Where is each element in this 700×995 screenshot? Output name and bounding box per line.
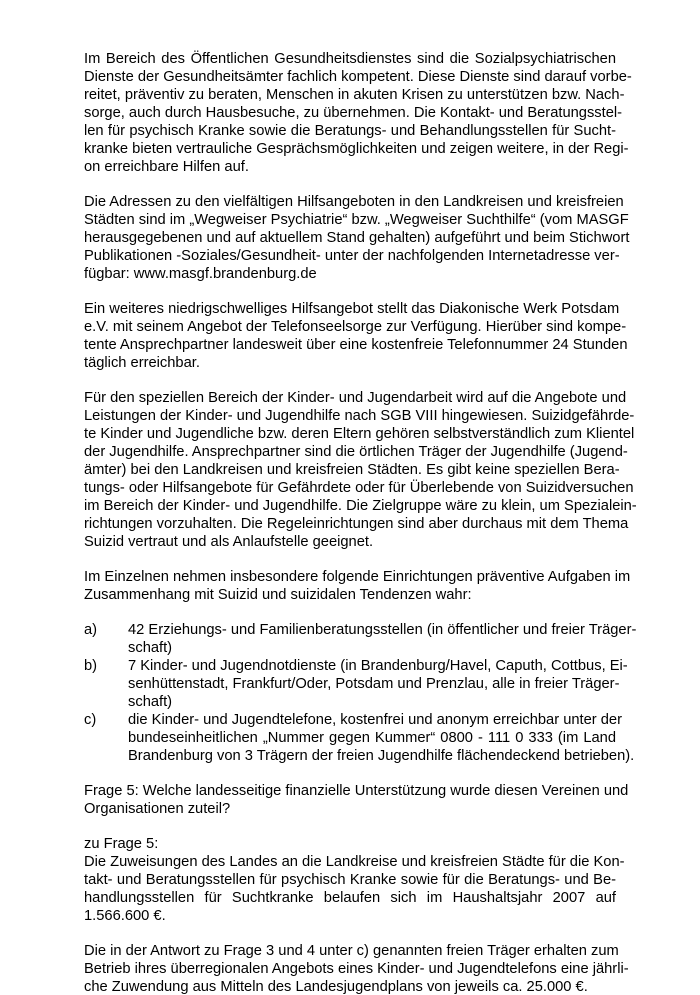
text-line: die Kinder- und Jugendtelefone, kostenfrei und anonym erreichbar unter der: [128, 712, 622, 728]
list-item-label: c): [84, 712, 97, 728]
text-line: schaft): [128, 694, 173, 710]
text-line: Leistungen der Kinder- und Jugendhilfe nach SGB VIII hingewiesen. Suizidgefährde-: [84, 408, 635, 424]
text-line: Zusammenhang mit Suizid und suizidalen Tendenzen wahr:: [84, 587, 472, 603]
text-line: Dienste der Gesundheitsämter fachlich kompetent. Diese Dienste sind darauf vorbe-: [84, 69, 632, 85]
text-line: che Zuwendung aus Mitteln des Landesjugendplans von jeweils ca. 25.000 €.: [84, 979, 588, 995]
list-item-label: a): [84, 622, 98, 638]
text-line: der Jugendhilfe. Ansprechpartner sind die örtlichen Träger der Jugendhilfe (Jugend-: [84, 444, 628, 460]
text-line: im Bereich der Kinder- und Jugendhilfe. Die Zielgruppe wäre zu klein, um Spezialein-: [84, 498, 637, 514]
text-line: täglich erreichbar.: [84, 355, 200, 371]
text-line: herausgegebenen und auf aktuellem Stand gehalten) aufgeführt und beim Stichwort: [84, 230, 630, 246]
text-line: Die in der Antwort zu Frage 3 und 4 unter c) genannten freien Träger erhalten zum: [84, 943, 619, 959]
text-line: Publikationen -Soziales/Gesundheit- unter der nachfolgenden Internetadresse ver-: [84, 248, 620, 264]
text-line: on erreichbare Hilfen auf.: [84, 159, 249, 175]
text-line: Für den speziellen Bereich der Kinder- und Jugendarbeit wird auf die Angebote und: [84, 390, 627, 406]
text-line: Die Zuweisungen des Landes an die Landkreise und kreisfreien Städte für die Kon-: [84, 854, 625, 870]
text-line: bundeseinheitlichen „Nummer gegen Kummer“ 0800 - 111 0 333 (im Land: [128, 730, 616, 746]
text-line: Städten sind im „Wegweiser Psychiatrie“ bzw. „Wegweiser Suchthilfe“ (vom MASGF: [84, 212, 629, 228]
text-line: richtungen vorzuhalten. Die Regeleinrichtungen sind aber durchaus mit dem Thema: [84, 516, 629, 532]
text-line: sorge, auch durch Hausbesuche, zu übernehmen. Die Kontakt- und Beratungsstel-: [84, 105, 623, 121]
text-line: tente Ansprechpartner landesweit über eine kostenfreie Telefonnummer 24 Stunden: [84, 337, 628, 353]
text-line: takt- und Beratungsstellen für psychisch Kranke sowie für die Beratungs- und Be-: [84, 872, 616, 888]
text-line: te Kinder und Jugendliche bzw. deren Eltern gehören selbstverständlich zum Klientel: [84, 426, 635, 442]
text-line: reitet, präventiv zu beraten, Menschen in akuten Krisen zu unterstützen bzw. Nach-: [84, 87, 625, 103]
text-line: 1.566.600 €.: [84, 908, 166, 924]
text-line: senhüttenstadt, Frankfurt/Oder, Potsdam und Prenzlau, alle in freier Träger-: [128, 676, 620, 692]
text-line: handlungsstellen für Suchtkranke belaufen sich im Haushaltsjahr 2007 auf: [84, 890, 616, 906]
text-line: schaft): [128, 640, 173, 656]
text-line: kranke bieten vertrauliche Gesprächsmöglichkeiten und zeigen weitere, in der Regi-: [84, 141, 629, 157]
text-line: Suizid vertraut und als Anlaufstelle geeignet.: [84, 534, 374, 550]
text-line: ämter) bei den Landkreisen und kreisfreien Städten. Es gibt keine speziellen Bera-: [84, 462, 620, 478]
text-line: 42 Erziehungs- und Familienberatungsstellen (in öffentlicher und freier Träger-: [128, 622, 637, 638]
list-item-label: b): [84, 658, 98, 674]
text-line: tungs- oder Hilfsangebote für Gefährdete oder für Überlebende von Suizidversuchen: [84, 480, 634, 496]
text-line: Organisationen zuteil?: [84, 801, 231, 817]
text-line: fügbar: www.masgf.brandenburg.de: [84, 266, 317, 282]
text-line: len für psychisch Kranke sowie die Beratungs- und Behandlungsstellen für Sucht-: [84, 123, 616, 139]
text-line: Im Einzelnen nehmen insbesondere folgende Einrichtungen präventive Aufgaben im: [84, 569, 631, 585]
text-line: Die Adressen zu den vielfältigen Hilfsangeboten in den Landkreisen und kreisfreien: [84, 194, 624, 210]
text-line: Frage 5: Welche landesseitige finanzielle Unterstützung wurde diesen Vereinen und: [84, 783, 629, 799]
text-line: Ein weiteres niedrigschwelliges Hilfsangebot stellt das Diakonische Werk Potsdam: [84, 301, 620, 317]
answer-heading: zu Frage 5:: [84, 836, 159, 852]
text-line: e.V. mit seinem Angebot der Telefonseelsorge zur Verfügung. Hierüber sind kompe-: [84, 319, 627, 335]
text-line: Betrieb ihres überregionalen Angebots eines Kinder- und Jugendtelefons eine jährli-: [84, 961, 629, 977]
text-line: 7 Kinder- und Jugendnotdienste (in Brandenburg/Havel, Caputh, Cottbus, Ei-: [128, 658, 628, 674]
text-line: Brandenburg von 3 Trägern der freien Jugendhilfe flächendeckend betrieben).: [128, 748, 635, 764]
text-line: Im Bereich des Öffentlichen Gesundheitsdienstes sind die Sozialpsychiatrischen: [84, 51, 616, 67]
